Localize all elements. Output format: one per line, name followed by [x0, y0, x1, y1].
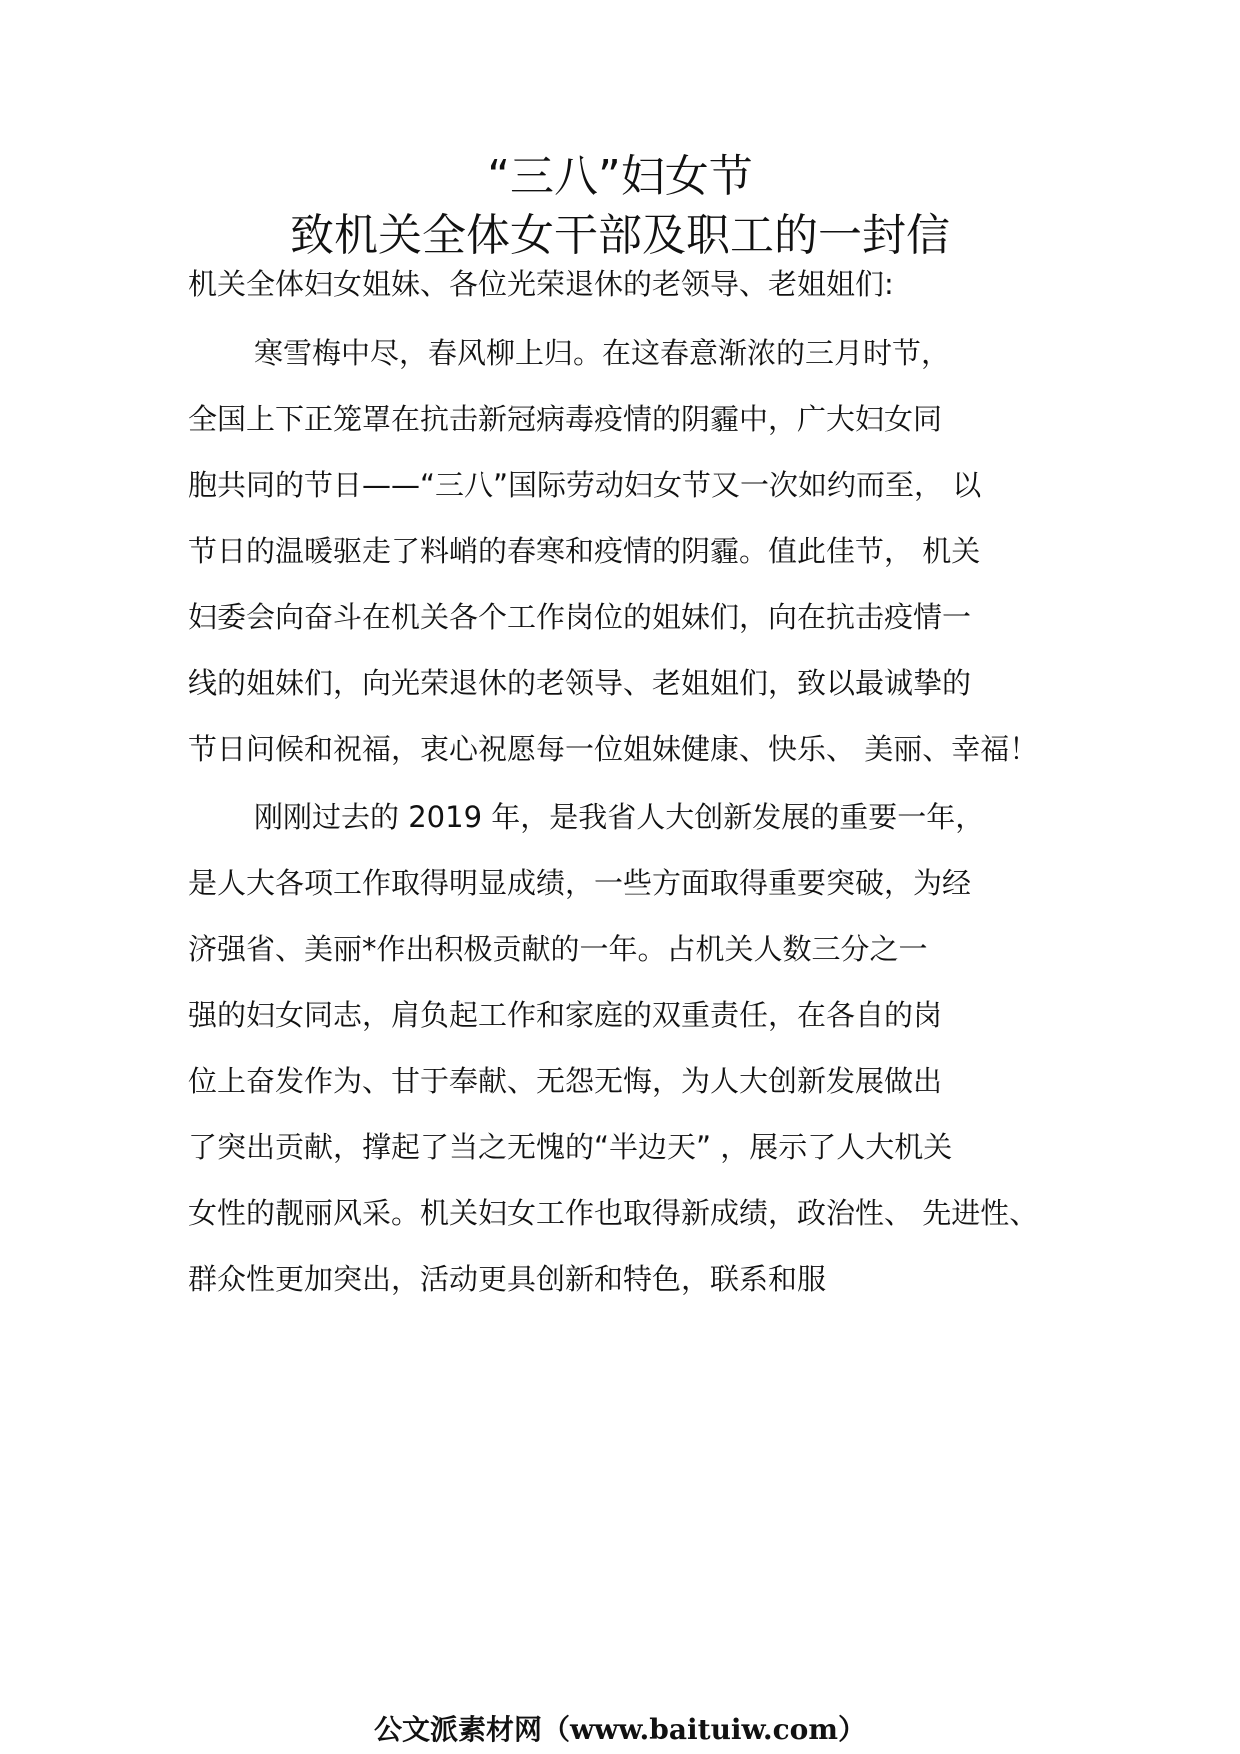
paragraph-1 [188, 320, 1068, 782]
paragraph-line: 寒雪梅中尽，春风柳上归。在这春意渐浓的三月时节， [254, 336, 951, 370]
paragraph-line: 女性的靓丽风采。机关妇女工作也取得新成绩，政治性、 先进性、 [188, 1196, 1039, 1230]
paragraph-line: 线的姐妹们，向光荣退休的老领导、老姐姐们，致以最诚挚的 [188, 666, 972, 700]
paragraph-line: 全国上下正笼罩在抗击新冠病毒疫情的阴霾中，广大妇女同 [188, 402, 943, 436]
paragraph-line: 强的妇女同志，肩负起工作和家庭的双重责任，在各自的岗 [188, 998, 943, 1032]
paragraph-line: 节日的温暖驱走了料峭的春寒和疫情的阴霾。值此佳节， 机关 [188, 534, 981, 568]
paragraph-2 [188, 784, 1068, 1312]
title-line-2: 致机关全体女干部及职工的一封信 [290, 210, 950, 261]
paragraph-line: 群众性更加突出，活动更具创新和特色，联系和服 [188, 1262, 827, 1296]
paragraph-line: 是人大各项工作取得明显成绩，一些方面取得重要突破，为经 [188, 866, 972, 900]
paragraph-line: 位上奋发作为、甘于奉献、无怨无悔，为人大创新发展做出 [188, 1064, 943, 1098]
paragraph-line: 妇委会向奋斗在机关各个工作岗位的姐妹们，向在抗击疫情一 [188, 600, 972, 634]
salutation: 机关全体妇女姐妹、各位光荣退休的老领导、老姐姐们: [188, 267, 894, 301]
title-line-1: “三八”妇女节 [487, 151, 753, 202]
paragraph-line: 了突出贡献，撑起了当之无愧的“半边天” ，展示了人大机关 [188, 1130, 953, 1164]
paragraph-line: 刚刚过去的 2019 年，是我省人大创新发展的重要一年， [254, 800, 985, 834]
footer-watermark: 公文派素材网（www.baituiw.com） [374, 1713, 866, 1746]
paragraph-line: 节日问候和祝福，衷心祝愿每一位姐妹健康、快乐、 美丽、幸福！ [188, 732, 1039, 766]
paragraph-line: 济强省、美丽*作出积极贡献的一年。占机关人数三分之一 [188, 932, 928, 966]
paragraph-line: 胞共同的节日——“三八”国际劳动妇女节又一次如约而至， 以 [188, 468, 982, 502]
